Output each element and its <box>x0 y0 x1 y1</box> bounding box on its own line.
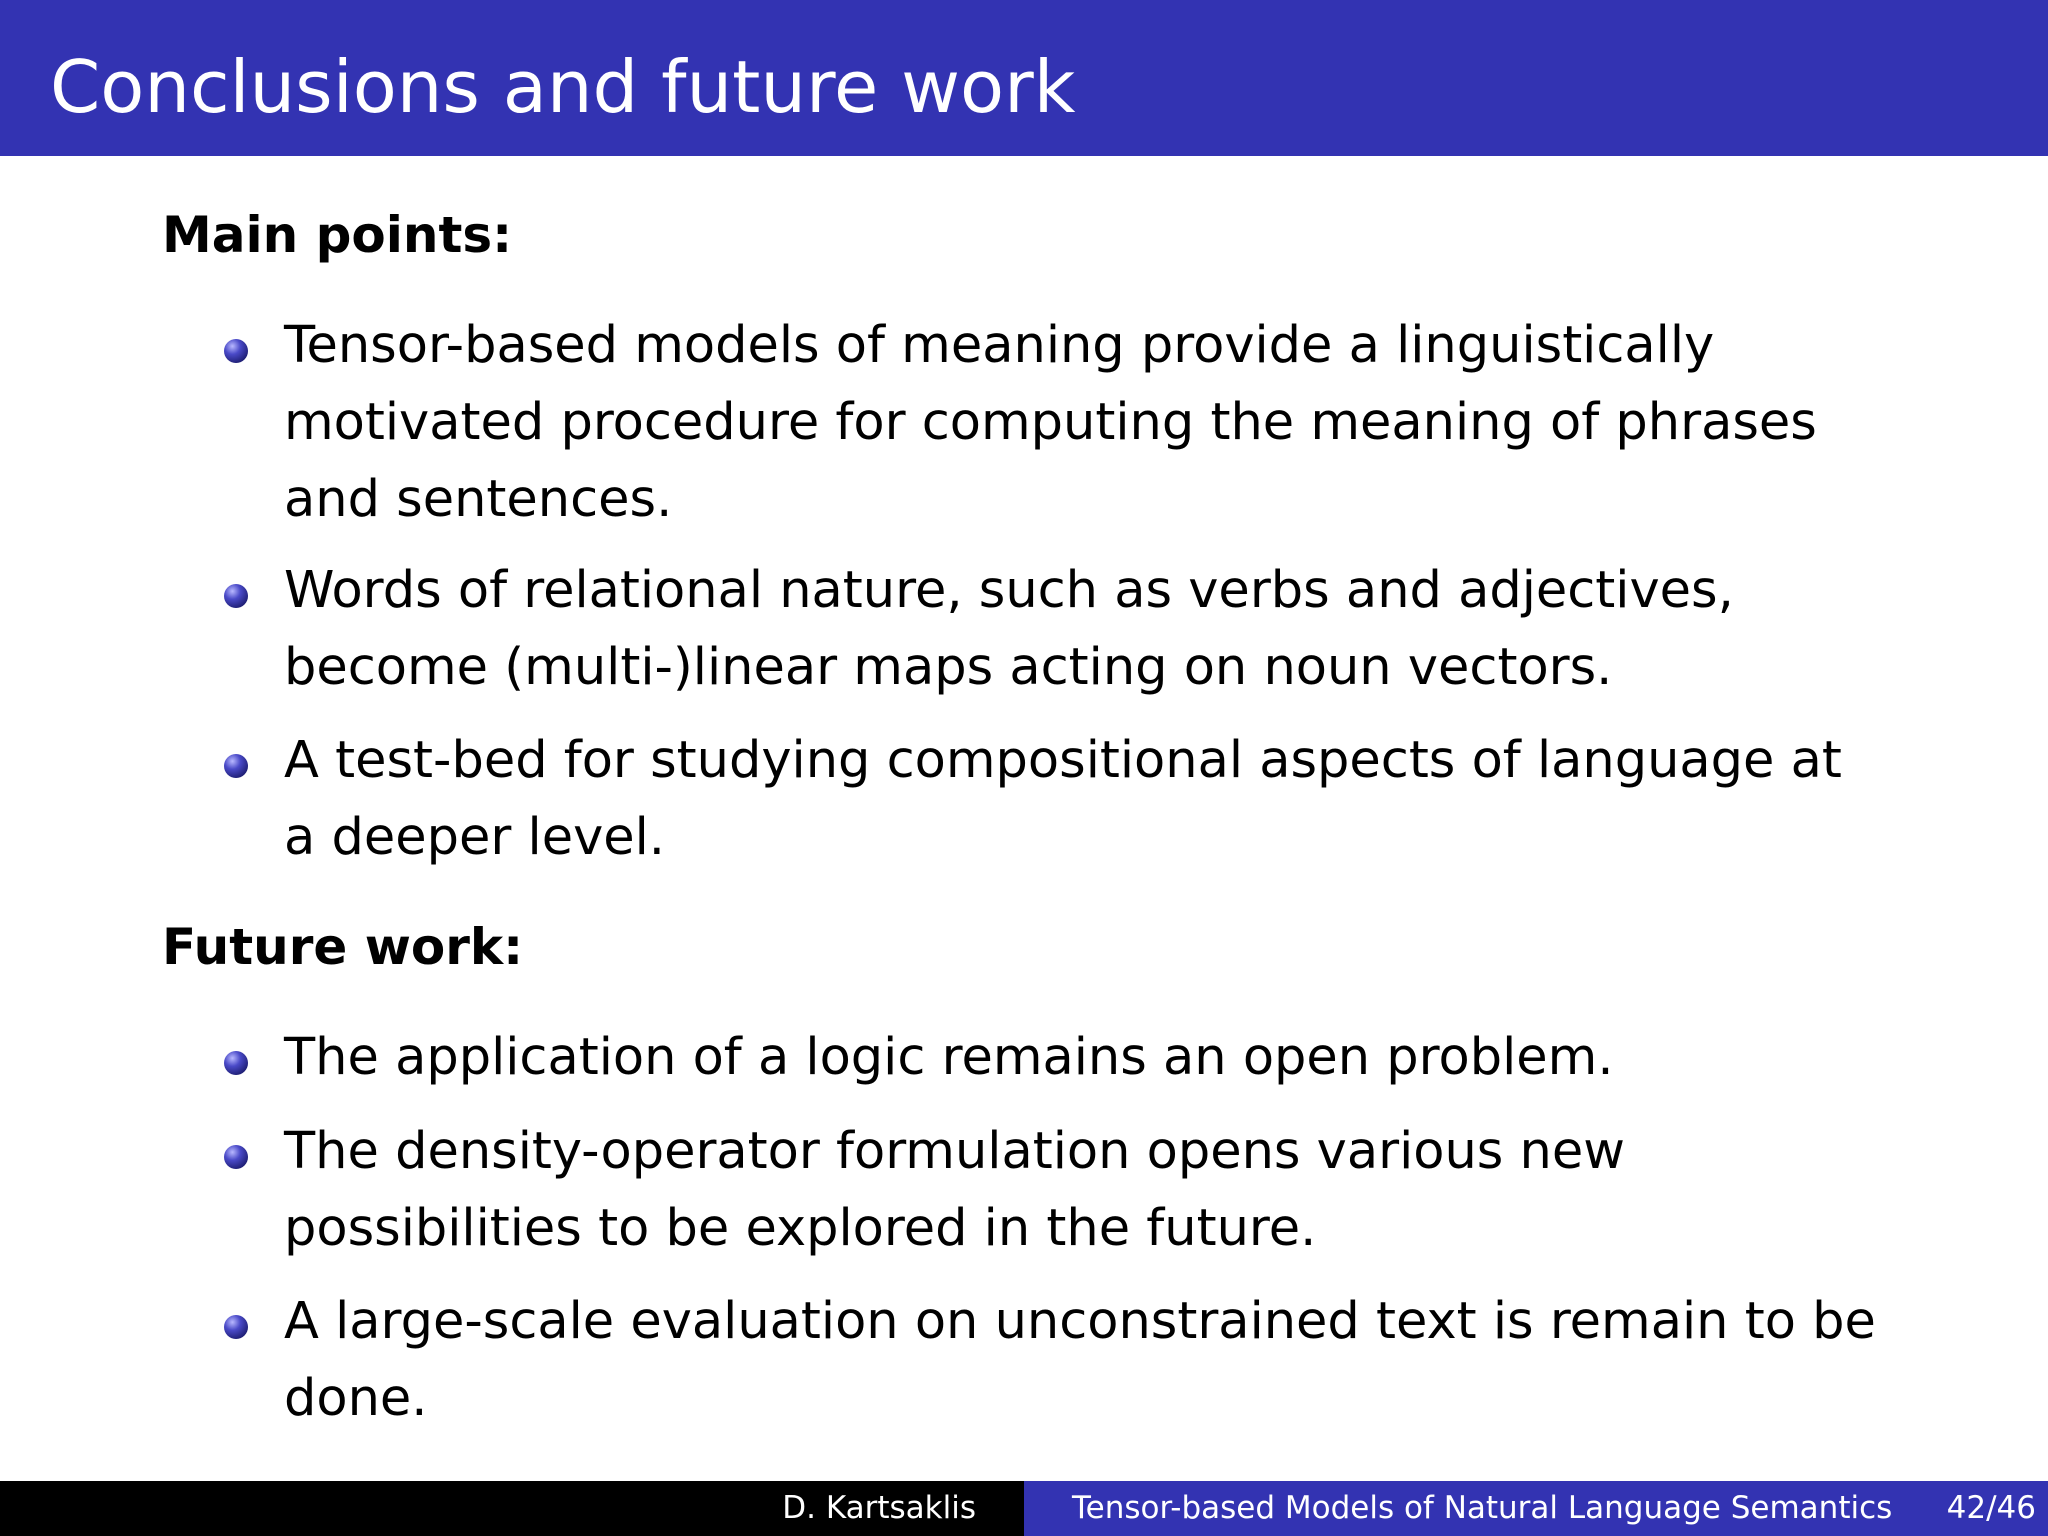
footer <box>0 1481 2048 1536</box>
footer-talk-title: Tensor-based Models of Natural Language Semantics <box>1072 1490 1893 1526</box>
future-work-heading: Future work: <box>162 918 524 976</box>
bullet-icon <box>224 1145 248 1169</box>
bullet-icon <box>224 1315 248 1339</box>
footer-author: D. Kartsaklis <box>782 1490 976 1526</box>
main-points-heading: Main points: <box>162 206 513 264</box>
title-bar <box>0 0 2048 156</box>
bullet-icon <box>224 754 248 778</box>
bullet-text: Words of relational nature, such as verbs and adjectives, become (multi-)linear maps acting on noun vectors. <box>284 561 1734 697</box>
bullet-text: The application of a logic remains an open problem. <box>284 1028 1614 1087</box>
bullet-icon <box>224 584 248 608</box>
bullet-icon <box>224 339 248 363</box>
footer-page-number: 42/46 <box>1946 1490 2036 1526</box>
bullet-icon <box>224 1051 248 1075</box>
slide-title: Conclusions and future work <box>50 45 1076 129</box>
bullet-text: A large-scale evaluation on unconstrained text is remain to be done. <box>284 1292 1876 1428</box>
footer-title-panel <box>1024 1481 2048 1536</box>
bullet-text: A test-bed for studying compositional aspects of language at a deeper level. <box>284 731 1842 867</box>
bullet-text: Tensor-based models of meaning provide a linguistically motivated procedure for computing the meaning of phrases and sentences. <box>284 316 1817 529</box>
bullet-text: The density-operator formulation opens various new possibilities to be explored in the future. <box>284 1122 1625 1258</box>
footer-author-panel <box>0 1481 1024 1536</box>
